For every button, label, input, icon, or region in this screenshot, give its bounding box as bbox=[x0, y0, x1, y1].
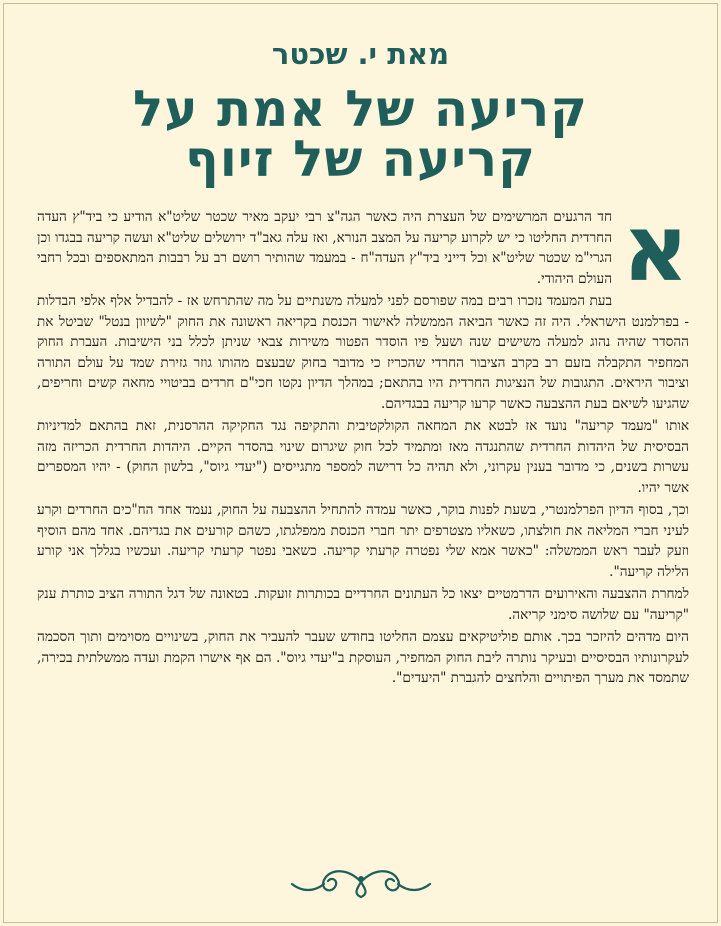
headline-line-2: קריעה של זיוף bbox=[185, 130, 536, 188]
headline-line-1: קריעה של אמת על bbox=[133, 80, 588, 138]
flourish-ornament-icon bbox=[286, 862, 436, 902]
headline bbox=[10, 80, 711, 188]
paragraph-6: היום מדהים להיזכר בכך. אותם פוליטיקאים עצמם החליטו בחודש שעבר להעביר את החוק, בשינויים מסוימים ותוך הסכמה לעקרונותיו הבסיסיים ובעיקר נותרה ליבת החוק המחפיר, העוסקת ב"יעדי גיוס". הם אף אישרו הקמת ועדה ממשלתית בכירה, שתמסד את מערך הפיתויים והלחצים להגברת "היעדים". bbox=[37, 629, 689, 686]
byline: מאת י. שכטר bbox=[271, 37, 450, 71]
paragraph-2: בעת המעמד נזכרו רבים במה שפורסם לפני למעלה משנתיים על מה שהתרחש אז - להבדיל אלף אלפי הבדלות - בפרלמנט הישראלי. היה זה כאשר הביאה הממשלה לאישור הכנסת בקריאה ראשונה את החוק "לשיוון בנטל" שביטל את ההסדר שהיה נהוג למעלה משישים שנה ושעל פיו הוסדר הפטור משירות צבאי שניתן לכלל בני הישיבות. העברת החוק המחפיר התקבלה בזעם רב בקרב הציבור החרדי שהכריז כי מדובר בחוק שבעצם מהותו גוזר גזירת שמד על עולם התורה וציבור היראים. התגובות של הנציגות החרדית היו בהתאם; במהלך הדיון נקטו חכי"ם חרדים בביטויי מחאה קשים וחריפים, שהגיעו לשיאם בעת ההצבעה כאשר קרעו קריעה בבגדיהם. bbox=[37, 293, 689, 412]
paragraph-5: למחרת ההצבעה והאירועים הדרמטיים יצאו כל העתונים החרדיים בכותרות זועקות. בטאונה של דגל התורה הציב כותרת ענק "קריעה" עם שלושה סימני קריאה. bbox=[37, 586, 689, 623]
paragraph-3: אותו "מעמד קריעה" נועד אז לבטא את המחאה הקולקטיבית והתקיפה נגד החקיקה ההרסנית, זאת בהתאם למדיניות הבסיסית של היהדות החרדית שהתנגדה מאז ומתמיד לכל חוק שיגרום שינוי בהסדר הקיים. היהדות החרדית הכריזה מזה עשרות בשנים, כי מדובר בענין עקרוני, ולא תהיה כל דרישה למספר מתגייסים ("יעדי גיוס", בלשון החוק) - יהיו המספרים אשר יהיו. bbox=[37, 418, 689, 496]
drop-cap: א bbox=[622, 195, 689, 302]
article-body bbox=[37, 195, 689, 691]
paragraph-4: וכך, בסוף הדיון הפרלמנטרי, בשעת לפנות בוקר, כאשר עמדה להתחיל ההצבעה על החוק, נעמד אחד הח"כים החרדים וקרע לעיני חברי המליאה את חולצתו, כשאליו מצטרפים יתר חברי הכנסת ממפלגתו, כשהם קורעים את בגדיהם. אחד מהם הוסיף וזעק לעבר ראש הממשלה: "כאשר אמא שלי נפטרה קרעתי קריעה. כשאבי נפטר קרעתי קריעה. ועכשיו בגללך אני קורע הלילה קריעה". bbox=[37, 502, 689, 580]
paragraph-1: חד הרגעים המרשימים של העצרת היה כאשר הגה"צ רבי יעקב מאיר שכטר שליט"א הודיע כי ביד"ץ העדה החרדית החליטו כי יש לקרוע קריעה על המצב הנורא, ואז עלה גאב"ד ירושלים שליט"א ועשה קריעה בבגדו וכן הגרי"מ שכטר שליט"א וכל דייני ביד"ץ העדה"ח - במעמד שהותיר רושם רב על רבבות המתאספים ובכל רחבי העולם היהודי. bbox=[37, 209, 613, 287]
